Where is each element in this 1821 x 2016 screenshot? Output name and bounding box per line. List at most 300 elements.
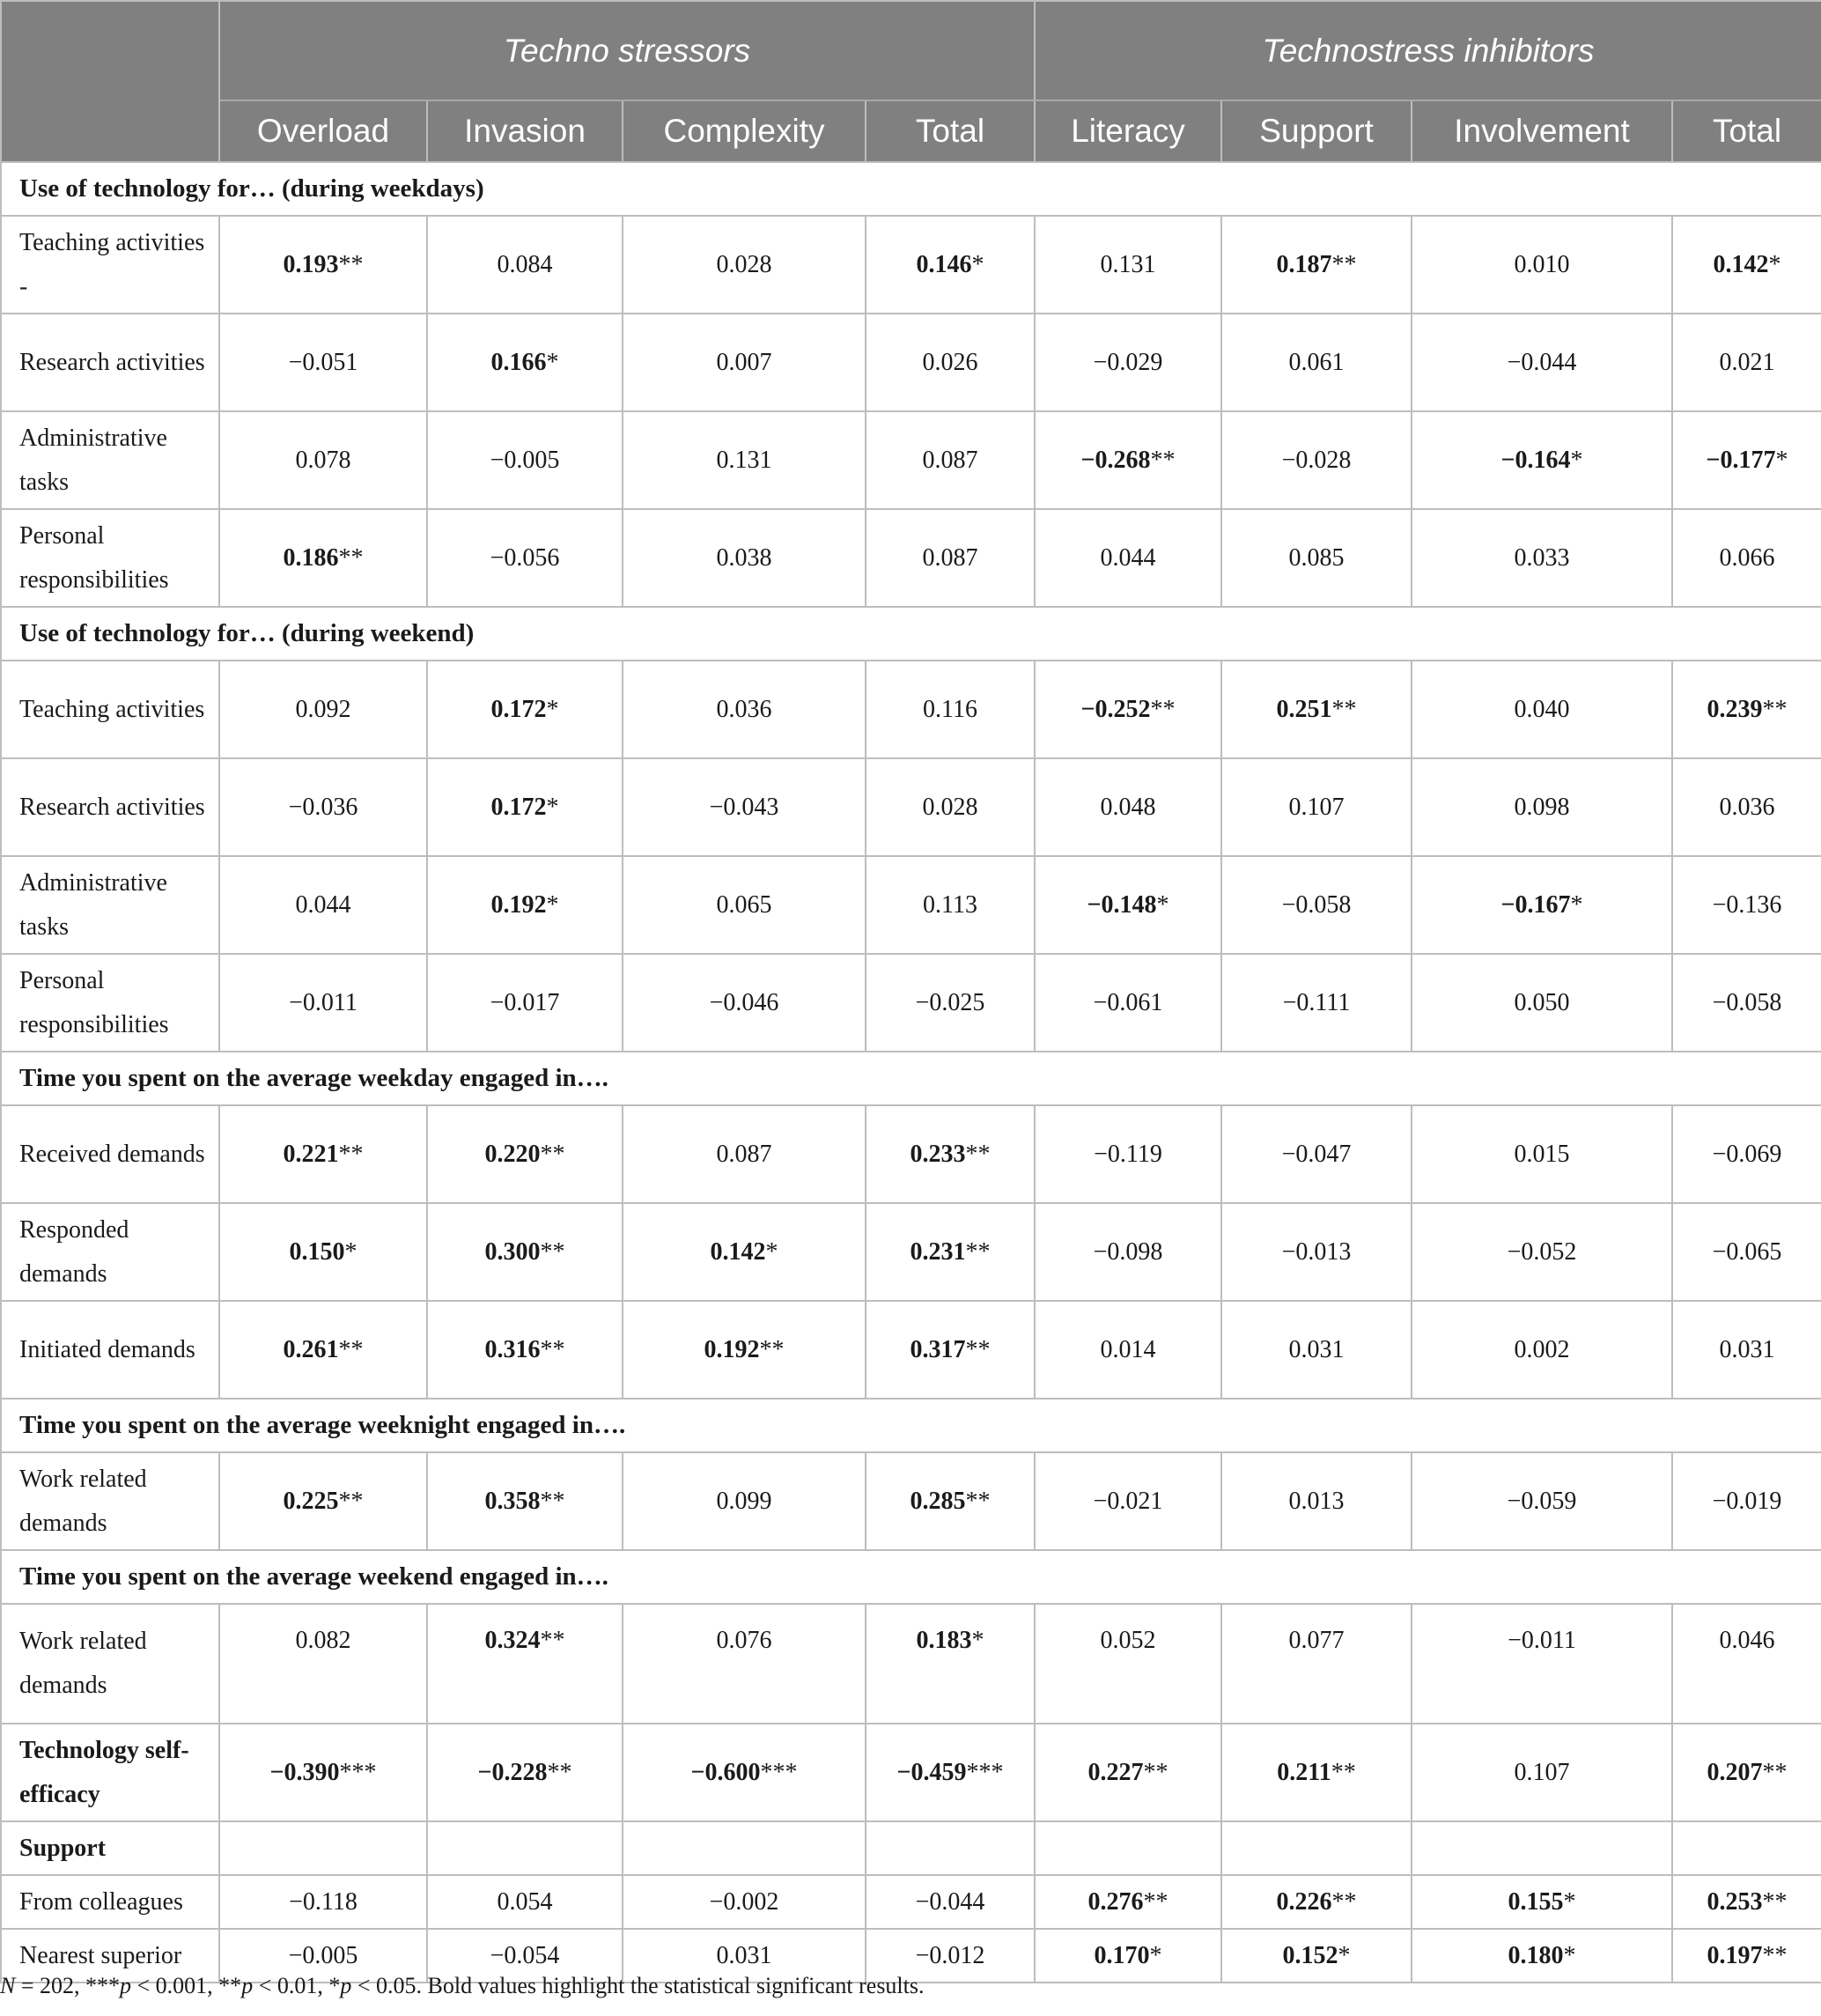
cell-value: 0.231: [910, 1237, 966, 1266]
group-header-technostress-inhibitors: Technostress inhibitors: [1035, 1, 1821, 100]
cell-value: 0.253: [1707, 1887, 1763, 1916]
section-title: Use of technology for… (during weekdays): [1, 162, 1821, 216]
cell-value: 0.142: [1713, 250, 1769, 278]
table-cell: [219, 216, 427, 314]
col-header-involvement: Involvement: [1412, 100, 1672, 162]
footnote-t1: < 0.001, **: [131, 1973, 242, 1998]
table-cell: [1035, 1452, 1221, 1550]
table-cell: [866, 1301, 1035, 1399]
table-body: [1, 162, 1821, 1983]
table-cell: [219, 1105, 427, 1203]
table-cell: [1221, 411, 1412, 509]
table-cell: [623, 1604, 866, 1724]
significance-stars: *: [344, 1237, 358, 1266]
significance-stars: ***: [339, 1758, 377, 1786]
cell-value: 0.300: [484, 1237, 541, 1266]
row-label: Work related demands: [1, 1452, 219, 1550]
cell-value: 0.040: [1514, 695, 1570, 723]
row-label: Personal responsibilities: [1, 509, 219, 607]
cell-value: 0.183: [916, 1627, 972, 1654]
row-label: Received demands: [1, 1105, 219, 1203]
cell-value: −0.098: [1093, 1237, 1163, 1266]
table-cell: [1035, 1724, 1221, 1821]
table-cell: [1221, 954, 1412, 1052]
table-cell: [1221, 1724, 1412, 1821]
significance-stars: **: [965, 1335, 991, 1363]
table-cell: [1412, 1821, 1672, 1875]
cell-value: 0.192: [490, 890, 547, 919]
cell-value: −0.058: [1281, 890, 1352, 919]
cell-value: −0.005: [288, 1941, 358, 1969]
cell-value: 0.251: [1276, 695, 1332, 723]
table-cell: [1672, 1203, 1821, 1301]
significance-stars: **: [1143, 1887, 1169, 1916]
cell-value: 0.131: [716, 446, 772, 474]
cell-value: 0.021: [1719, 348, 1775, 376]
cell-value: 0.007: [716, 348, 772, 376]
table-cell: [427, 1604, 623, 1724]
footnote-p1: p: [120, 1973, 132, 1998]
row-label: Initiated demands: [1, 1301, 219, 1399]
cell-value: −0.013: [1281, 1237, 1352, 1266]
table-cell: [1035, 1929, 1221, 1983]
table-cell: [623, 954, 866, 1052]
section-header-row: [1, 1399, 1821, 1452]
cell-value: 0.225: [283, 1487, 339, 1515]
table-cell: [623, 1821, 866, 1875]
cell-value: −0.011: [289, 988, 358, 1016]
significance-stars: **: [965, 1140, 991, 1168]
significance-stars: **: [1762, 1941, 1788, 1969]
table-cell: [1412, 216, 1672, 314]
row-label: Research activities: [1, 314, 219, 411]
table-cell: [1672, 661, 1821, 758]
table-cell: [427, 1105, 623, 1203]
significance-stars: **: [759, 1335, 785, 1363]
cell-value: 0.211: [1277, 1758, 1331, 1786]
table-cell: [427, 1203, 623, 1301]
cell-value: 0.220: [484, 1140, 541, 1168]
table-cell: [623, 1875, 866, 1929]
row-label: Technology self-efficacy: [1, 1724, 219, 1821]
table-row: [1, 1604, 1821, 1724]
table-cell: [427, 1452, 623, 1550]
table-cell: [427, 509, 623, 607]
cell-value: 0.044: [1100, 543, 1156, 572]
cell-value: 0.028: [716, 250, 772, 278]
row-label: Administrative tasks: [1, 411, 219, 509]
cell-value: −0.390: [269, 1758, 340, 1786]
cell-value: −0.029: [1093, 348, 1163, 376]
table-cell: [1672, 1301, 1821, 1399]
table-cell: [1035, 1203, 1221, 1301]
cell-value: 0.036: [716, 695, 772, 723]
cell-value: 0.324: [484, 1627, 541, 1654]
cell-value: 0.036: [1719, 793, 1775, 821]
section-header-row: [1, 1550, 1821, 1604]
footnote-p3: p: [340, 1973, 352, 1998]
cell-value: −0.148: [1087, 890, 1157, 919]
cell-value: −0.025: [915, 988, 985, 1016]
table-cell: [866, 1875, 1035, 1929]
cell-value: −0.028: [1281, 446, 1352, 474]
significance-stars: *: [971, 250, 984, 278]
cell-value: −0.058: [1712, 988, 1782, 1016]
section-title: Time you spent on the average weekend engaged in….: [1, 1550, 1821, 1604]
cell-value: 0.065: [716, 890, 772, 919]
cell-value: 0.226: [1276, 1887, 1332, 1916]
cell-value: 0.087: [922, 446, 978, 474]
table-row: [1, 661, 1821, 758]
table-cell: [219, 1203, 427, 1301]
cell-value: 0.193: [283, 250, 339, 278]
cell-value: −0.056: [490, 543, 560, 572]
significance-stars: **: [540, 1627, 565, 1654]
significance-stars: *: [1570, 446, 1583, 474]
cell-value: 0.092: [295, 695, 351, 723]
cell-value: −0.228: [477, 1758, 548, 1786]
table-cell: [623, 856, 866, 954]
cell-value: −0.044: [1507, 348, 1577, 376]
table-cell: [1672, 1452, 1821, 1550]
table-cell: [1221, 661, 1412, 758]
cell-value: 0.150: [289, 1237, 345, 1266]
cell-value: 0.028: [922, 793, 978, 821]
table-cell: [1035, 856, 1221, 954]
cell-value: −0.164: [1500, 446, 1571, 474]
cell-value: −0.005: [490, 446, 560, 474]
significance-stars: **: [338, 250, 364, 278]
footnote-t2: < 0.01, *: [253, 1973, 341, 1998]
table-cell: [427, 411, 623, 509]
table-cell: [1221, 1452, 1412, 1550]
significance-stars: **: [338, 1335, 364, 1363]
cell-value: 0.087: [716, 1140, 772, 1168]
table-cell: [1221, 856, 1412, 954]
table-cell: [1035, 661, 1221, 758]
footnote-t3: < 0.05. Bold values highlight the statistical significant results.: [351, 1973, 925, 1998]
table-cell: [1412, 1301, 1672, 1399]
table-cell: [866, 856, 1035, 954]
significance-stars: *: [1563, 1887, 1576, 1916]
table-cell: [866, 954, 1035, 1052]
table-row: [1, 1821, 1821, 1875]
significance-stars: ***: [966, 1758, 1004, 1786]
table-cell: [1035, 1105, 1221, 1203]
table-cell: [866, 1105, 1035, 1203]
table-cell: [219, 509, 427, 607]
col-header-complexity: Complexity: [623, 100, 866, 162]
cell-value: −0.012: [915, 1941, 985, 1969]
table-cell: [866, 509, 1035, 607]
table-cell: [866, 1821, 1035, 1875]
table-cell: [1672, 954, 1821, 1052]
significance-stars: **: [540, 1487, 565, 1515]
cell-value: 0.031: [1719, 1335, 1775, 1363]
significance-stars: **: [1331, 1758, 1356, 1786]
table-cell: [1672, 1929, 1821, 1983]
table-cell: [623, 509, 866, 607]
table-cell: [1035, 216, 1221, 314]
table-cell: [1035, 1604, 1221, 1724]
footnote-n: N: [0, 1973, 16, 1998]
table-cell: [1412, 1724, 1672, 1821]
row-label: Teaching activities -: [1, 216, 219, 314]
cell-value: 0.084: [497, 250, 553, 278]
table-cell: [1412, 758, 1672, 856]
table-cell: [1672, 758, 1821, 856]
table-cell: [623, 216, 866, 314]
cell-value: 0.316: [484, 1335, 541, 1363]
cell-value: 0.186: [283, 543, 339, 572]
table-cell: [1221, 1301, 1412, 1399]
table-footnote: [0, 1973, 925, 1999]
table-cell: [1035, 954, 1221, 1052]
table-cell: [219, 1301, 427, 1399]
section-title: Time you spent on the average weekday engaged in….: [1, 1052, 1821, 1105]
section-title: Time you spent on the average weeknight engaged in….: [1, 1399, 1821, 1452]
table-cell: [1412, 1203, 1672, 1301]
cell-value: 0.099: [716, 1487, 772, 1515]
significance-stars: **: [1762, 1887, 1788, 1916]
table-cell: [1221, 1105, 1412, 1203]
col-header-stressors-total: Total: [866, 100, 1035, 162]
row-label: Teaching activities: [1, 661, 219, 758]
table-cell: [219, 1604, 427, 1724]
table-cell: [623, 1452, 866, 1550]
cell-value: 0.261: [283, 1335, 339, 1363]
table-cell: [219, 1875, 427, 1929]
cell-value: 0.170: [1094, 1941, 1150, 1969]
significance-stars: *: [546, 348, 559, 376]
table-cell: [427, 314, 623, 411]
table-row: [1, 1724, 1821, 1821]
cell-value: 0.066: [1719, 543, 1775, 572]
significance-stars: **: [1762, 695, 1788, 723]
cell-value: 0.152: [1282, 1941, 1338, 1969]
cell-value: 0.002: [1514, 1335, 1570, 1363]
significance-stars: *: [971, 1627, 984, 1654]
significance-stars: *: [1775, 446, 1788, 474]
table-cell: [427, 856, 623, 954]
table-cell: [427, 661, 623, 758]
significance-stars: *: [1563, 1941, 1576, 1969]
table-cell: [623, 1203, 866, 1301]
cell-value: −0.177: [1706, 446, 1776, 474]
table-row: [1, 1203, 1821, 1301]
cell-value: 0.172: [490, 793, 547, 821]
section-title: Use of technology for… (during weekend): [1, 607, 1821, 661]
cell-value: −0.043: [709, 793, 779, 821]
table-cell: [427, 1821, 623, 1875]
table-cell: [1412, 661, 1672, 758]
table-row: [1, 758, 1821, 856]
significance-stars: *: [1338, 1941, 1351, 1969]
table-cell: [219, 1724, 427, 1821]
table-cell: [1221, 1929, 1412, 1983]
table-cell: [219, 314, 427, 411]
table-cell: [866, 661, 1035, 758]
table-cell: [1672, 1875, 1821, 1929]
table-cell: [1221, 509, 1412, 607]
table-cell: [1035, 314, 1221, 411]
cell-value: 0.180: [1508, 1941, 1564, 1969]
significance-stars: *: [765, 1237, 778, 1266]
cell-value: 0.166: [490, 348, 547, 376]
table-cell: [1672, 856, 1821, 954]
cell-value: 0.010: [1514, 250, 1570, 278]
section-header-row: [1, 162, 1821, 216]
table-cell: [1672, 1604, 1821, 1724]
table-cell: [1672, 314, 1821, 411]
significance-stars: **: [540, 1237, 565, 1266]
table-row: [1, 1301, 1821, 1399]
cell-value: 0.197: [1707, 1941, 1763, 1969]
row-label: Support: [1, 1821, 219, 1875]
cell-value: 0.026: [922, 348, 978, 376]
table-cell: [1412, 1105, 1672, 1203]
table-row: [1, 954, 1821, 1052]
cell-value: −0.136: [1712, 890, 1782, 919]
cell-value: 0.317: [910, 1335, 966, 1363]
cell-value: 0.076: [716, 1627, 772, 1654]
cell-value: −0.054: [490, 1941, 560, 1969]
footnote-p2: p: [241, 1973, 254, 1998]
cell-value: 0.172: [490, 695, 547, 723]
col-header-overload: Overload: [219, 100, 427, 162]
cell-value: 0.142: [710, 1237, 766, 1266]
table-cell: [1412, 1929, 1672, 1983]
cell-value: −0.044: [915, 1887, 985, 1916]
cell-value: 0.192: [704, 1335, 760, 1363]
cell-value: 0.116: [923, 695, 977, 723]
group-header-techno-stressors: Techno stressors: [219, 1, 1035, 100]
cell-value: 0.015: [1514, 1140, 1570, 1168]
significance-stars: *: [546, 890, 559, 919]
table-row: [1, 1105, 1821, 1203]
row-label: Administrative tasks: [1, 856, 219, 954]
cell-value: 0.044: [295, 890, 351, 919]
cell-value: −0.065: [1712, 1237, 1782, 1266]
col-header-support: Support: [1221, 100, 1412, 162]
table-cell: [1412, 954, 1672, 1052]
col-header-literacy: Literacy: [1035, 100, 1221, 162]
cell-value: −0.019: [1712, 1487, 1782, 1515]
header-corner: [1, 1, 219, 162]
cell-value: −0.036: [288, 793, 358, 821]
table-cell: [866, 216, 1035, 314]
significance-stars: **: [1331, 1887, 1357, 1916]
table-row: [1, 216, 1821, 314]
significance-stars: **: [1150, 695, 1176, 723]
cell-value: 0.358: [484, 1487, 541, 1515]
cell-value: 0.207: [1707, 1758, 1763, 1786]
cell-value: 0.046: [1719, 1627, 1775, 1654]
row-label: Research activities: [1, 758, 219, 856]
table-row: [1, 856, 1821, 954]
table-cell: [1412, 1452, 1672, 1550]
significance-stars: **: [965, 1237, 991, 1266]
table-cell: [427, 954, 623, 1052]
cell-value: 0.014: [1100, 1335, 1156, 1363]
table-cell: [623, 314, 866, 411]
table-cell: [1672, 216, 1821, 314]
table-cell: [623, 1105, 866, 1203]
row-label: Nearest superior: [1, 1929, 219, 1983]
section-header-row: [1, 1052, 1821, 1105]
cell-value: 0.276: [1087, 1887, 1144, 1916]
table-cell: [866, 1203, 1035, 1301]
cell-value: 0.239: [1707, 695, 1763, 723]
table-cell: [623, 661, 866, 758]
significance-stars: **: [1331, 695, 1357, 723]
cell-value: 0.048: [1100, 793, 1156, 821]
table-cell: [1035, 758, 1221, 856]
table-cell: [866, 1724, 1035, 1821]
cell-value: −0.051: [288, 348, 358, 376]
cell-value: 0.052: [1100, 1627, 1156, 1654]
cell-value: 0.113: [923, 890, 977, 919]
cell-value: −0.017: [490, 988, 560, 1016]
table-cell: [1412, 314, 1672, 411]
table-cell: [866, 314, 1035, 411]
table-cell: [1412, 1875, 1672, 1929]
cell-value: 0.233: [910, 1140, 966, 1168]
table-row: [1, 411, 1821, 509]
significance-stars: **: [1143, 1758, 1169, 1786]
col-header-inhibitors-total: Total: [1672, 100, 1821, 162]
footnote-n-rest: = 202, ***: [15, 1973, 121, 1998]
table-cell: [1221, 1821, 1412, 1875]
table-cell: [219, 1452, 427, 1550]
table-cell: [219, 856, 427, 954]
table-cell: [1672, 1105, 1821, 1203]
table-cell: [623, 411, 866, 509]
significance-stars: **: [547, 1758, 572, 1786]
table-cell: [623, 1724, 866, 1821]
significance-stars: **: [540, 1335, 565, 1363]
table-cell: [1035, 1301, 1221, 1399]
table-cell: [1221, 314, 1412, 411]
cell-value: −0.047: [1281, 1140, 1352, 1168]
table-row: [1, 509, 1821, 607]
significance-stars: *: [1570, 890, 1583, 919]
table-cell: [623, 758, 866, 856]
cell-value: −0.021: [1093, 1487, 1163, 1515]
cell-value: 0.077: [1288, 1627, 1345, 1654]
cell-value: 0.107: [1514, 1758, 1570, 1786]
significance-stars: **: [1150, 446, 1176, 474]
row-label: Personal responsibilities: [1, 954, 219, 1052]
significance-stars: **: [338, 1487, 364, 1515]
cell-value: 0.082: [295, 1627, 351, 1654]
table-cell: [1412, 1604, 1672, 1724]
cell-value: 0.054: [497, 1887, 553, 1916]
cell-value: 0.085: [1288, 543, 1345, 572]
significance-stars: **: [540, 1140, 565, 1168]
cell-value: −0.268: [1080, 446, 1151, 474]
cell-value: −0.002: [709, 1887, 779, 1916]
cell-value: 0.038: [716, 543, 772, 572]
table-cell: [866, 411, 1035, 509]
table-cell: [1221, 1203, 1412, 1301]
significance-stars: ***: [760, 1758, 798, 1786]
cell-value: −0.459: [896, 1758, 967, 1786]
table-cell: [1221, 1604, 1412, 1724]
table-cell: [1672, 1821, 1821, 1875]
cell-value: −0.011: [1508, 1627, 1576, 1654]
table-cell: [1672, 411, 1821, 509]
